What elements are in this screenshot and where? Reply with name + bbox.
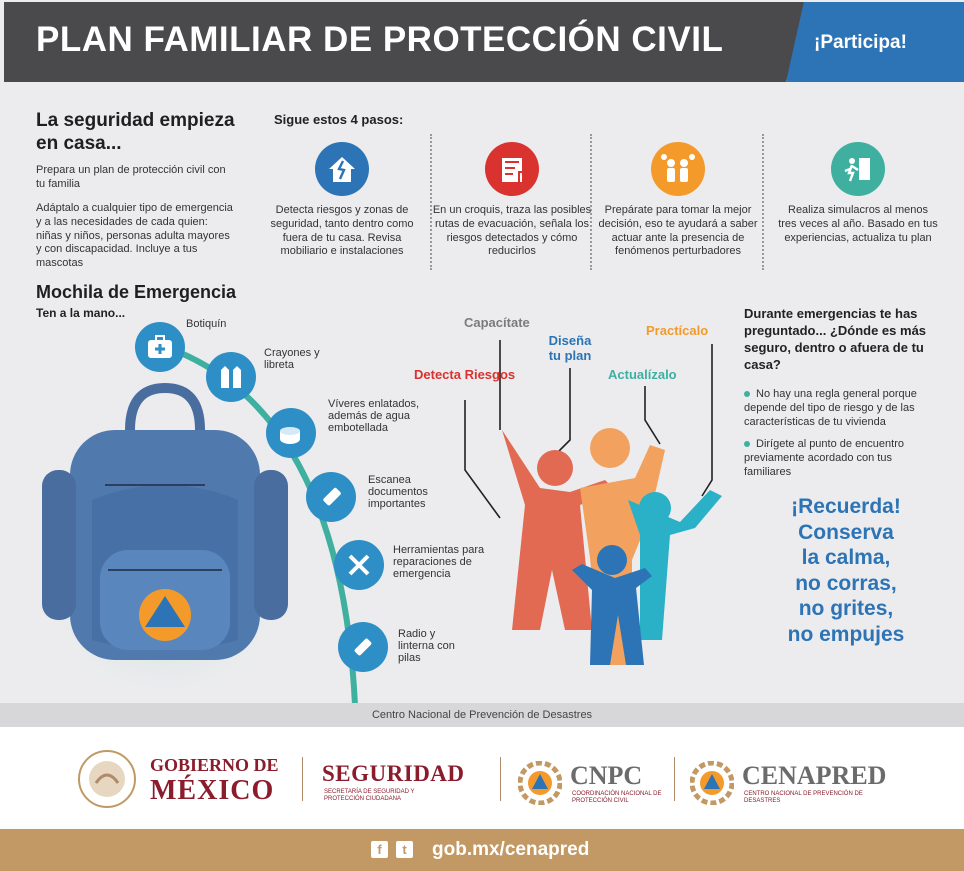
header xyxy=(0,0,964,84)
recuerda-line: no corras, xyxy=(795,571,897,595)
bullet-dot xyxy=(744,441,750,447)
recuerda-line: ¡Recuerda! xyxy=(791,495,901,518)
cenapred-logo: CENAPRED xyxy=(742,761,887,790)
bullet-text: Dirígete al punto de encuentro previamente acordado con tus familiares xyxy=(744,438,904,478)
intro-title: La seguridad empieza en casa... xyxy=(36,110,235,154)
intro-paragraph-2: Adáptalo a cualquier tipo de emergencia y a las necesidades de cada quien: niñas y niños, personas adulta mayores y con discapacidad. Incluye a tus mascotas xyxy=(36,202,233,269)
label-detecta-riesgos: Detecta Riesgos xyxy=(414,367,516,382)
logo-separator xyxy=(500,757,501,801)
recuerda-line: la calma, xyxy=(801,546,891,570)
twitter-icon[interactable]: t xyxy=(396,841,413,858)
step-3-text: Prepárate para tomar la mejor decisión, eso te ayudará a saber actuar ante la presencia de fenómenos perturbadores xyxy=(598,204,758,258)
seguridad-logo: SEGURIDAD xyxy=(322,761,465,786)
recuerda-message xyxy=(752,494,940,648)
national-seal-logo xyxy=(72,747,142,811)
recuerda-line: no grites, xyxy=(798,597,894,621)
seguridad-subtitle: SECRETARÍA DE SEGURIDAD Y PROTECCIÓN CIUDADANA xyxy=(324,789,415,802)
label-capacitate: Capacítate xyxy=(464,315,530,330)
recuerda-line: no empujes xyxy=(787,623,905,647)
house-risk-icon xyxy=(315,142,369,196)
cnpc-emblem xyxy=(518,761,562,805)
mochila-item-label: Herramientas para reparaciones de emergencia xyxy=(393,544,485,581)
bullet-text: No hay una regla general porque depende del tipo de riesgo y de las características de tu vivienda xyxy=(744,388,917,428)
step-2-text: En un croquis, traza las posibles rutas de evacuación, señala los riesgos detectados y cómo reducirlos xyxy=(432,204,592,258)
logos-bar xyxy=(0,727,964,829)
crayons-icon xyxy=(206,352,256,402)
tools-icon xyxy=(334,540,384,590)
mochila-item-label: Escanea documentos importantes xyxy=(368,474,428,511)
step-4-text: Realiza simulacros al menos tres veces al año. Basado en tus experiencias, actualiza tu plan xyxy=(778,204,938,244)
logo-separator xyxy=(302,757,303,801)
mochila-title: Mochila de Emergencia xyxy=(36,282,237,302)
mochila-item-label: Radio y linterna con pilas xyxy=(398,628,455,665)
mochila-item-label: Crayones y libreta xyxy=(264,347,320,372)
cnpc-logo: CNPC xyxy=(570,761,643,790)
step-1-text: Detecta riesgos y zonas de seguridad, tanto dentro como fuera de tu casa. Revisa mobiliario e instalaciones xyxy=(270,204,414,258)
mochila-item-label: Botiquín xyxy=(186,318,227,330)
step-3 xyxy=(598,142,758,259)
bottom-bar xyxy=(0,829,964,871)
bullet-dot xyxy=(744,391,750,397)
steps-heading: Sigue estos 4 pasos: xyxy=(274,112,404,127)
family-talk-icon xyxy=(651,142,705,196)
label-practicalo: Practícalo xyxy=(646,323,709,338)
recuerda-line: Conserva xyxy=(798,520,894,544)
map-route-icon xyxy=(485,142,539,196)
cenapred-subtitle: CENTRO NACIONAL DE PREVENCIÓN DE DESASTRES xyxy=(744,791,863,804)
mochila-subtitle: Ten a la mano... xyxy=(36,306,126,320)
step-divider xyxy=(762,134,764,270)
usb-icon xyxy=(306,472,356,522)
question-bullet xyxy=(744,388,936,429)
step-2 xyxy=(432,142,592,259)
question-title: Durante emergencias te has preguntado... ¿Dónde es más seguro, dentro o afuera de tu casa? xyxy=(744,306,927,372)
facebook-icon[interactable]: f xyxy=(371,841,388,858)
mochila-item-label: Víveres enlatados, además de agua embotellada xyxy=(328,398,420,435)
logo-separator xyxy=(674,757,675,801)
gobierno-line-2: MÉXICO xyxy=(150,775,275,806)
question-bullet xyxy=(744,438,936,479)
label-disena-plan: Diseña tu plan xyxy=(548,333,592,363)
cnpc-subtitle: COORDINACIÓN NACIONAL DE PROTECCIÓN CIVIL xyxy=(572,791,662,804)
canned-food-icon xyxy=(266,408,316,458)
step-4 xyxy=(778,142,938,245)
flashlight-icon xyxy=(338,622,388,672)
page-title: PLAN FAMILIAR DE PROTECCIÓN CIVIL xyxy=(36,20,724,59)
first-aid-icon xyxy=(135,322,185,372)
step-1 xyxy=(262,142,422,259)
gobierno-line-1: GOBIERNO DE xyxy=(150,755,279,775)
label-actualizalo: Actualízalo xyxy=(608,367,677,382)
website-link[interactable]: gob.mx/cenapred xyxy=(432,839,590,860)
participa-label: ¡Participa! xyxy=(814,32,907,53)
cenapred-emblem xyxy=(690,761,734,805)
intro-paragraph-1: Prepara un plan de protección civil con tu familia xyxy=(36,164,226,190)
footer-center-text: Centro Nacional de Prevención de Desastres xyxy=(371,709,593,721)
exit-drill-icon xyxy=(831,142,885,196)
footer-strip xyxy=(0,703,964,727)
